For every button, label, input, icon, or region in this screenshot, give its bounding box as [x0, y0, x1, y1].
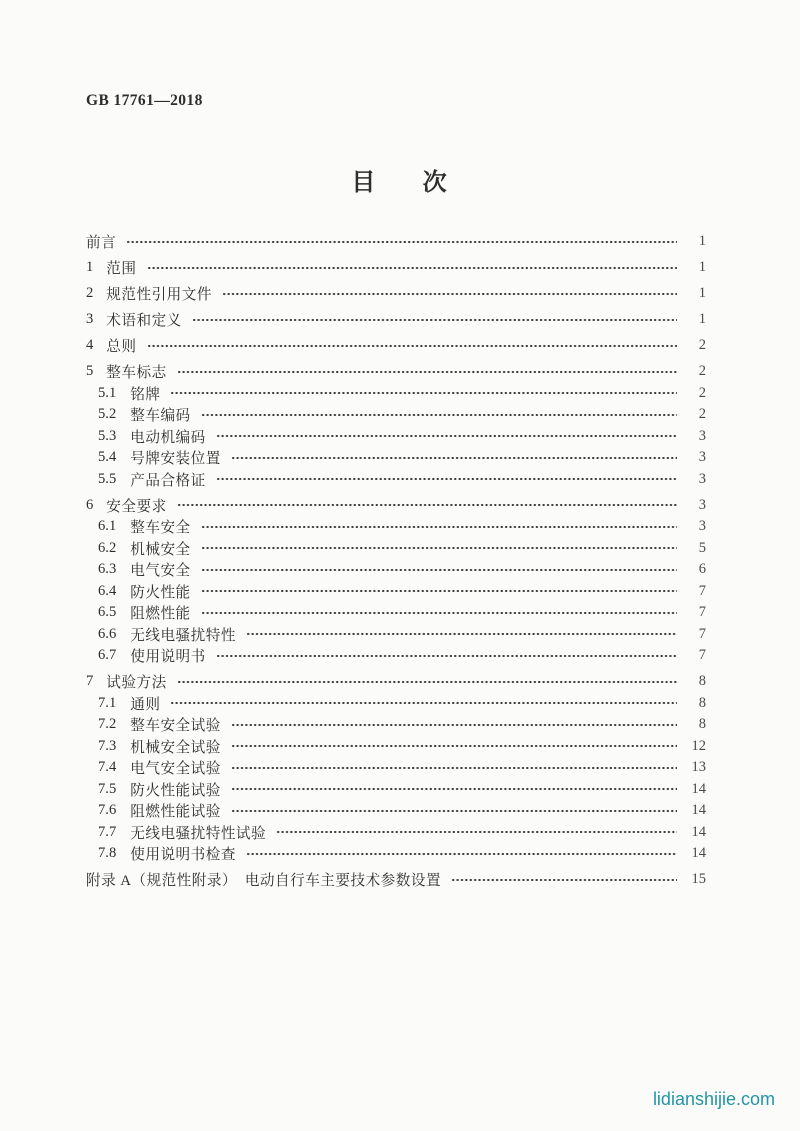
toc-entry-number: 5.4	[98, 449, 117, 466]
toc-entry-label: 规范性引用文件	[106, 287, 212, 304]
dot-leader	[177, 495, 677, 517]
toc-entry	[86, 624, 706, 646]
toc-entry	[86, 779, 706, 801]
toc-entry-number: 5.5	[98, 470, 117, 487]
toc-entry-label: 试验方法	[106, 675, 167, 692]
toc-entry-label: 阻燃性能	[130, 606, 191, 623]
toc-entry-page: 7	[698, 625, 706, 642]
dot-leader	[201, 581, 677, 603]
toc-entry-number: 6.1	[98, 518, 117, 535]
toc-entry-number: 7.3	[98, 737, 117, 754]
dot-leader	[216, 645, 677, 667]
toc-entry-number: 6.7	[98, 647, 117, 664]
dot-leader	[222, 283, 677, 305]
toc-entry-page: 2	[698, 337, 706, 354]
toc-entry-label: 号牌安装位置	[130, 451, 221, 468]
toc-entry	[86, 736, 706, 758]
toc-entry	[86, 559, 706, 581]
toc-entry-page: 7	[698, 582, 706, 599]
toc-entry-number: 5.1	[98, 384, 117, 401]
toc-entry	[86, 257, 706, 279]
toc-entry	[86, 822, 706, 844]
watermark-text: lidianshijie.com	[652, 1089, 775, 1109]
toc	[86, 231, 706, 891]
toc-entry-label: 整车安全试验	[130, 718, 221, 735]
toc-entry-number: 2	[86, 285, 94, 302]
toc-entry	[86, 309, 706, 331]
toc-entry	[86, 645, 706, 667]
dot-leader	[201, 538, 677, 560]
toc-entry-label: 产品合格证	[130, 472, 206, 489]
toc-entry-number: 7.1	[98, 694, 117, 711]
toc-entry-number: 7.8	[98, 845, 117, 862]
dot-leader	[201, 404, 677, 426]
toc-entry	[86, 426, 706, 448]
toc-entry-page: 6	[698, 561, 706, 578]
dot-leader	[231, 447, 677, 469]
toc-entry-page: 13	[691, 759, 706, 776]
toc-entry	[86, 335, 706, 357]
toc-entry-number: 7.2	[98, 716, 117, 733]
toc-entry-label: 电动机编码	[130, 429, 206, 446]
toc-entry-page: 14	[691, 802, 706, 819]
toc-entry-label: 阻燃性能试验	[130, 804, 221, 821]
toc-entry-page: 12	[691, 737, 706, 754]
toc-entry-page: 1	[698, 233, 706, 250]
toc-entry-number: 6.3	[98, 561, 117, 578]
toc-entry-label: 整车标志	[106, 365, 167, 382]
toc-entry	[86, 447, 706, 469]
toc-entry-label: 电气安全	[130, 563, 191, 580]
toc-entry-label: 通则	[130, 696, 161, 713]
dot-leader	[192, 309, 677, 331]
toc-entry-label: 防火性能	[130, 584, 191, 601]
toc-entry-number: 7.4	[98, 759, 117, 776]
dot-leader	[231, 757, 677, 779]
toc-entry-number: 7.7	[98, 823, 117, 840]
toc-entry-number: 3	[86, 311, 94, 328]
toc-entry	[86, 800, 706, 822]
dot-leader	[246, 624, 677, 646]
toc-entry-label: 机械安全试验	[130, 739, 221, 756]
dot-leader	[451, 869, 677, 891]
toc-entry-page: 14	[691, 845, 706, 862]
dot-leader	[216, 469, 677, 491]
dot-leader	[201, 559, 677, 581]
standard-code: GB 17761—2018	[86, 92, 203, 109]
toc-entry-label: 安全要求	[106, 498, 167, 515]
toc-entry	[86, 361, 706, 383]
dot-leader	[177, 361, 677, 383]
dot-leader	[126, 231, 677, 253]
dot-leader	[170, 693, 677, 715]
toc-entry	[86, 231, 706, 253]
dot-leader	[231, 714, 677, 736]
dot-leader	[201, 602, 677, 624]
dot-leader	[201, 516, 677, 538]
toc-entry	[86, 516, 706, 538]
toc-entry-page: 3	[698, 496, 706, 513]
toc-entry	[86, 714, 706, 736]
toc-entry-label: 电气安全试验	[130, 761, 221, 778]
dot-leader	[216, 426, 677, 448]
toc-entry-label: 使用说明书检查	[130, 847, 236, 864]
toc-entry	[86, 757, 706, 779]
toc-entry	[86, 495, 706, 517]
toc-entry	[86, 602, 706, 624]
toc-entry-page: 8	[698, 694, 706, 711]
dot-leader	[276, 822, 677, 844]
toc-entry	[86, 869, 706, 891]
toc-entry-label: 防火性能试验	[130, 782, 221, 799]
toc-entry-page: 7	[698, 647, 706, 664]
toc-entry-page: 3	[698, 518, 706, 535]
toc-entry-number: 6.5	[98, 604, 117, 621]
toc-entry-label: 整车编码	[130, 408, 191, 425]
toc-entry-label: 术语和定义	[106, 313, 182, 330]
toc-entry-label: 附录 A（规范性附录） 电动自行车主要技术参数设置	[86, 873, 442, 890]
toc-entry-number: 5.2	[98, 406, 117, 423]
dot-leader	[231, 779, 677, 801]
toc-entry-page: 15	[691, 871, 706, 888]
dot-leader	[231, 800, 677, 822]
toc-entry-page: 2	[698, 363, 706, 380]
toc-entry-number: 6.4	[98, 582, 117, 599]
toc-entry	[86, 693, 706, 715]
toc-entry-number: 7	[86, 673, 94, 690]
toc-entry-label: 机械安全	[130, 541, 191, 558]
toc-entry-label: 无线电骚扰特性试验	[130, 825, 267, 842]
dot-leader	[147, 257, 678, 279]
page-title: 目 次	[351, 170, 449, 196]
dot-leader	[246, 843, 677, 865]
toc-entry	[86, 404, 706, 426]
toc-entry	[86, 283, 706, 305]
toc-entry-number: 5.3	[98, 427, 117, 444]
toc-entry	[86, 383, 706, 405]
toc-entry-page: 2	[698, 406, 706, 423]
dot-leader	[231, 736, 677, 758]
toc-entry-page: 14	[691, 780, 706, 797]
toc-entry-page: 5	[698, 539, 706, 556]
dot-leader	[177, 671, 677, 693]
toc-entry-label: 范围	[106, 261, 137, 278]
toc-entry-label: 无线电骚扰特性	[130, 627, 236, 644]
toc-entry-label: 前言	[86, 235, 117, 252]
toc-entry-label: 整车安全	[130, 520, 191, 537]
toc-entry-page: 14	[691, 823, 706, 840]
toc-entry-page: 1	[698, 259, 706, 276]
toc-entry-number: 6.2	[98, 539, 117, 556]
toc-entry-page: 8	[698, 716, 706, 733]
toc-entry	[86, 538, 706, 560]
toc-entry-page: 3	[698, 470, 706, 487]
toc-entry-number: 7.5	[98, 780, 117, 797]
toc-entry-page: 3	[698, 449, 706, 466]
toc-entry-page: 3	[698, 427, 706, 444]
toc-entry-label: 铭牌	[130, 386, 161, 403]
toc-entry-page: 1	[698, 311, 706, 328]
toc-entry-label: 总则	[106, 339, 137, 356]
toc-entry	[86, 671, 706, 693]
toc-entry-page: 1	[698, 285, 706, 302]
dot-leader	[147, 335, 678, 357]
toc-entry-number: 7.6	[98, 802, 117, 819]
toc-entry-number: 4	[86, 337, 94, 354]
toc-entry-number: 6	[86, 496, 94, 513]
toc-entry	[86, 843, 706, 865]
dot-leader	[170, 383, 677, 405]
toc-entry	[86, 581, 706, 603]
toc-entry-number: 1	[86, 259, 94, 276]
toc-entry-page: 2	[698, 384, 706, 401]
toc-entry-number: 5	[86, 363, 94, 380]
toc-entry-page: 8	[698, 673, 706, 690]
toc-entry-label: 使用说明书	[130, 649, 206, 666]
toc-entry	[86, 469, 706, 491]
toc-entry-number: 6.6	[98, 625, 117, 642]
toc-entry-page: 7	[698, 604, 706, 621]
